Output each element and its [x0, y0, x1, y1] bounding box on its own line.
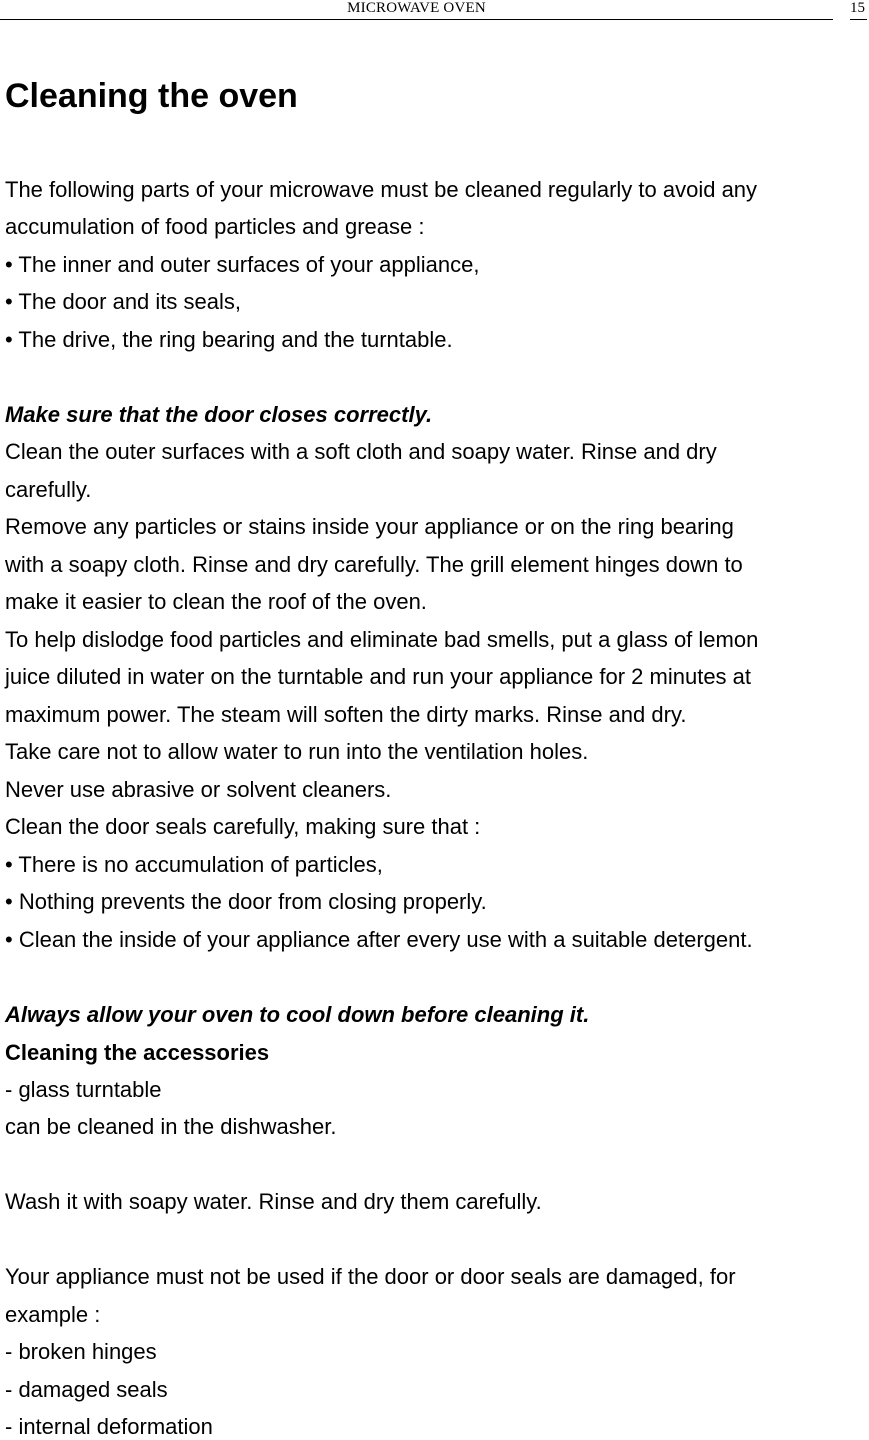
instruction-line: Clean the door seals carefully, making sure that : — [5, 814, 481, 839]
instruction-line: make it easier to clean the roof of the oven. — [5, 589, 427, 614]
instruction-line: Clean the outer surfaces with a soft cloth and soapy water. Rinse and dry — [5, 439, 717, 464]
instruction-bullet: • Clean the inside of your appliance after every use with a suitable detergent. — [5, 927, 753, 952]
instruction-line: carefully. — [5, 477, 92, 502]
door-note: Make sure that the door closes correctly. — [5, 402, 433, 427]
intro-line: The following parts of your microwave must be cleaned regularly to avoid any — [5, 177, 758, 202]
instruction-line: Take care not to allow water to run into the ventilation holes. — [5, 739, 589, 764]
instruction-line: juice diluted in water on the turntable and run your appliance for 2 minutes at — [5, 664, 752, 689]
instruction-bullet: • Nothing prevents the door from closing properly. — [5, 889, 487, 914]
page-header — [0, 0, 869, 24]
damage-warning-item: - internal deformation — [5, 1414, 213, 1439]
intro-line: accumulation of food particles and grease : — [5, 214, 425, 239]
intro-bullet: • The door and its seals, — [5, 289, 241, 314]
damage-warning-line: example : — [5, 1302, 101, 1327]
intro-bullet: • The drive, the ring bearing and the turntable. — [5, 327, 453, 352]
page-number: 15 — [850, 0, 865, 16]
intro-bullet: • The inner and outer surfaces of your appliance, — [5, 252, 480, 277]
accessory-line: - glass turntable — [5, 1077, 162, 1102]
page-number-rule — [850, 19, 867, 20]
damage-warning-line: Your appliance must not be used if the door or door seals are damaged, for — [5, 1264, 736, 1289]
instruction-bullet: • There is no accumulation of particles, — [5, 852, 383, 877]
instruction-line: Remove any particles or stains inside your appliance or on the ring bearing — [5, 514, 734, 539]
instruction-line: To help dislodge food particles and eliminate bad smells, put a glass of lemon — [5, 627, 759, 652]
header-title: MICROWAVE OVEN — [347, 0, 486, 16]
instruction-line: maximum power. The steam will soften the dirty marks. Rinse and dry. — [5, 702, 687, 727]
damage-warning-item: - broken hinges — [5, 1339, 157, 1364]
cool-note: Always allow your oven to cool down before cleaning it. — [5, 1002, 590, 1027]
instruction-line: with a soapy cloth. Rinse and dry carefully. The grill element hinges down to — [5, 552, 743, 577]
accessory-line: can be cleaned in the dishwasher. — [5, 1114, 337, 1139]
damage-warning-item: - damaged seals — [5, 1377, 168, 1402]
header-rule — [0, 19, 833, 20]
wash-note: Wash it with soapy water. Rinse and dry them carefully. — [5, 1189, 542, 1214]
instruction-line: Never use abrasive or solvent cleaners. — [5, 777, 392, 802]
page-title: Cleaning the oven — [5, 77, 298, 115]
accessories-heading: Cleaning the accessories — [5, 1040, 270, 1065]
